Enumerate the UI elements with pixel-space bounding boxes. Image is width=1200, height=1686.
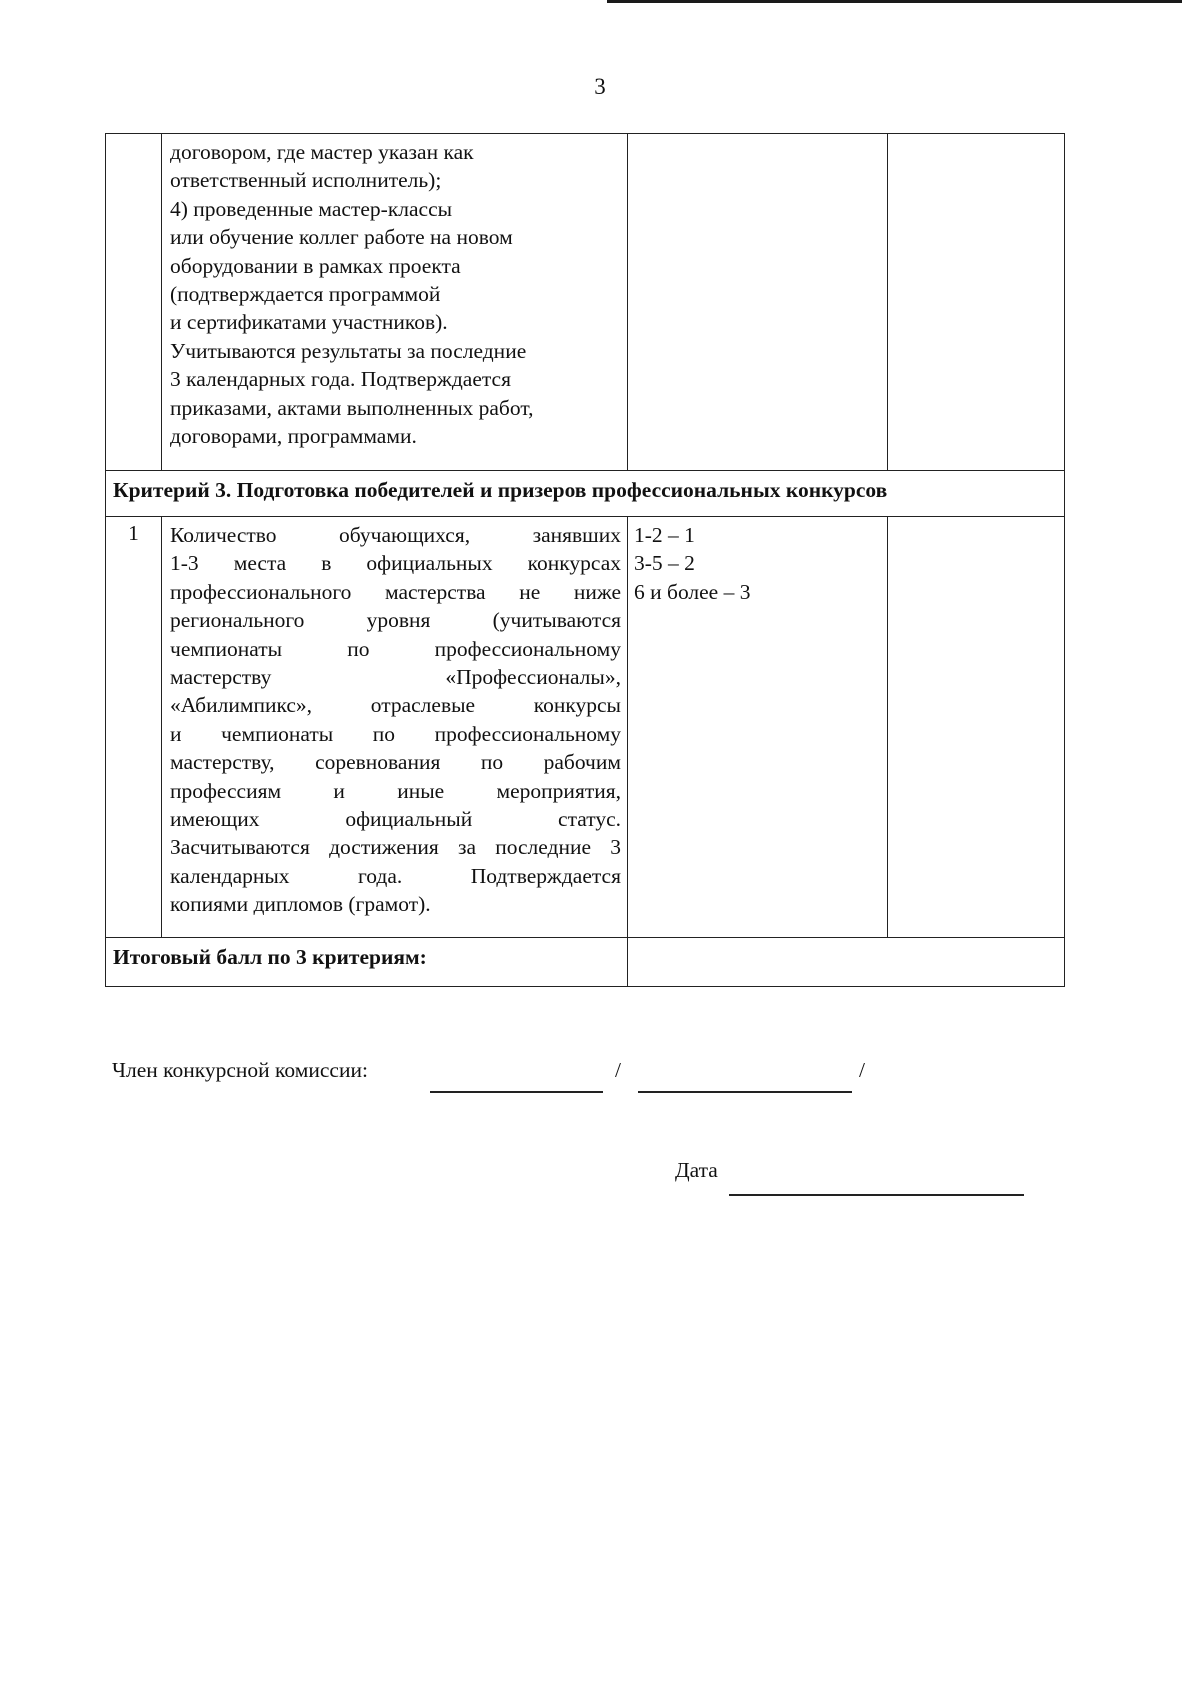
signature-line[interactable] [430,1091,603,1093]
description-line: профессионального мастерства не ниже [170,579,621,604]
criterion-description [162,517,628,938]
score-scale [628,517,888,938]
criterion-row [106,517,1065,938]
date-label: Дата [675,1158,718,1182]
description-line: 3 календарных года. Подтверждается [170,367,511,392]
score-line: 3-5 – 2 [634,551,695,576]
signature-separator: / [859,1058,865,1082]
description-line: Количество обучающихся, занявших [170,523,621,547]
description-line: «Абилимпикс», отраслевые конкурсы [170,693,621,718]
row-number [106,134,162,471]
description-line: 1-3 места в официальных конкурсах [170,551,621,576]
total-row [106,938,1065,987]
description-line: имеющих официальный статус. [170,807,621,832]
description-line: ответственный исполнитель); [170,168,442,193]
description-line: мастерству, соревнования по рабочим [170,750,621,775]
continuation-row [106,134,1065,471]
mark-cell [888,517,1065,938]
top-rule [607,0,1182,3]
total-value [628,938,1065,987]
description-line: календарных года. Подтверждается [170,863,621,888]
description-line: оборудовании в рамках проекта [170,253,461,278]
description-line: Засчитываются достижения за последние 3 [170,835,621,860]
description-line: договорами, программами. [170,424,417,449]
description-line: и сертификатами участников). [170,310,448,335]
description-line: или обучение коллег работе на новом [170,225,513,250]
description-line: 4) проведенные мастер-классы [170,196,453,221]
score-line: 1-2 – 1 [634,523,695,547]
name-line[interactable] [638,1091,852,1093]
description-line: и чемпионаты по профессиональному [170,721,621,746]
total-label: Итоговый балл по 3 критериям: [106,938,628,987]
mark-cell [888,134,1065,471]
description-line: чемпионаты по профессиональному [170,636,621,661]
criterion-description [162,134,628,471]
criterion-header-row [106,471,1065,517]
description-line: Учитываются результаты за последние [170,338,527,363]
description-line: копиями дипломов (грамот). [170,892,431,917]
description-line: договором, где мастер указан как [170,140,474,164]
page-number: 3 [594,74,606,99]
score-line: 6 и более – 3 [634,579,751,604]
criterion-3-header: Критерий 3. Подготовка победителей и призеров профессиональных конкурсов [106,471,1065,517]
description-line: профессиям и иные мероприятия, [170,778,621,803]
description-line: регионального уровня (учитываются [170,608,621,633]
score-cell [628,134,888,471]
commission-member-label: Член конкурсной комиссии: [112,1058,368,1082]
criteria-table [105,133,1065,987]
description-line: (подтверждается программой [170,282,441,307]
description-line: мастерству «Профессионалы», [170,665,621,690]
row-number: 1 [106,517,162,938]
signature-separator: / [615,1058,621,1082]
date-line[interactable] [729,1194,1024,1196]
description-line: приказами, актами выполненных работ, [170,395,534,420]
